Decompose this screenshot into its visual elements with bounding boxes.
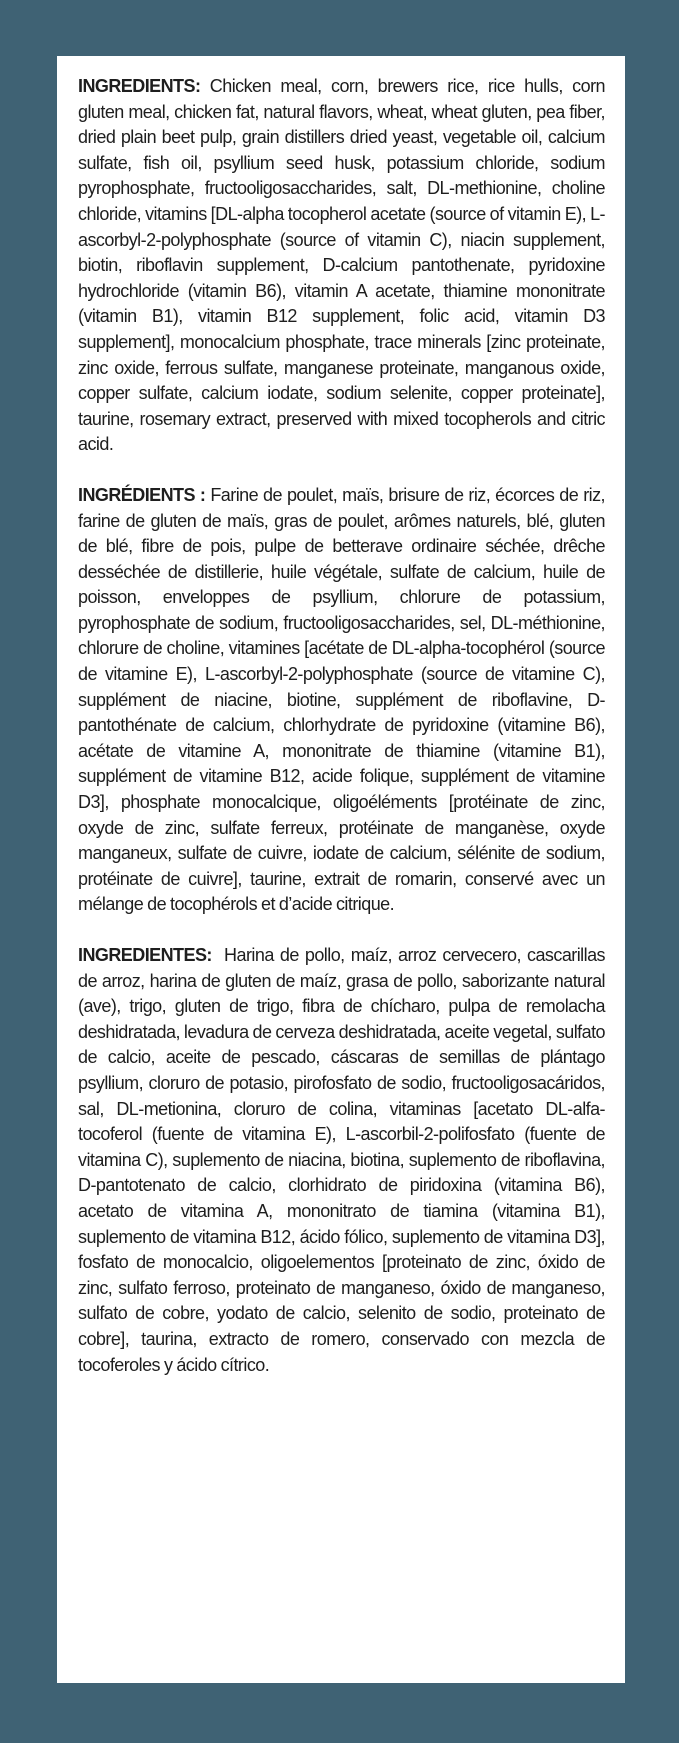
ingredients-french-heading: INGRÉDIENTS : bbox=[78, 484, 206, 505]
ingredients-french-text: Farine de poulet, maïs, brisure de riz, écorces de riz, farine de gluten de maïs, gras de poulet, arômes naturels, blé, gluten de blé, fibre de pois, pulpe de betterave ordinaire séchée, drêche desséchée de distillerie, huile végétale, sulfate de calcium, huile de poisson, enveloppes de psyllium, chlorure de potassium, pyrophosphate de sodium, fructooligosaccharides, sel, DL-méthionine, chlorure de choline, vitamines [acétate de DL-alpha-tocophérol (source de vitamine E), L-ascorbyl-2-polyphosphate (source de vitamine C), supplément de niacine, biotine, supplément de riboflavine, D-pantothénate de calcium, chlorhydrate de pyridoxine (vitamine B6), acétate de vitamine A, mononitrate de thiamine (vitamine B1), supplément de vitamine B12, acide folique, supplément de vitamine D3], phosphate monocalcique, oligoéléments [protéinate de zinc, oxyde de zinc, sulfate ferreux, protéinate de manganèse, oxyde manganeux, sulfate de cuivre, iodate de calcium, sélénite de sodium, protéinate de cuivre], taurine, extrait de romarin, conservé avec un mélange de tocophérols et d’acide citrique. bbox=[78, 484, 605, 915]
ingredients-english-text: Chicken meal, corn, brewers rice, rice hulls, corn gluten meal, chicken fat, natural flavors, wheat, wheat gluten, pea fiber, dried plain beet pulp, grain distillers dried yeast, vegetable oil, calcium sulfate, fish oil, psyllium seed husk, potassium chloride, sodium pyrophosphate, fructooligosaccharides, salt, DL-methionine, choline chloride, vitamins [DL-alpha tocopherol acetate (source of vitamin E), L-ascorbyl-2-polyphosphate (source of vitamin C), niacin supplement, biotin, riboflavin supplement, D-calcium pantothenate, pyridoxine hydrochloride (vitamin B6), vitamin A acetate, thiamine mononitrate (vitamin B1), vitamin B12 supplement, folic acid, vitamin D3 supplement], monocalcium phosphate, trace minerals [zinc proteinate, zinc oxide, ferrous sulfate, manganese proteinate, manganous oxide, copper sulfate, calcium iodate, sodium selenite, copper proteinate], taurine, rosemary extract, preserved with mixed tocopherols and citric acid. bbox=[78, 76, 605, 455]
ingredients-english bbox=[78, 74, 605, 458]
ingredients-spanish bbox=[78, 943, 609, 1378]
ingredients-panel bbox=[57, 56, 625, 1683]
ingredients-spanish-text: Harina de pollo, maíz, arroz cervecero, cascarillas de arroz, harina de gluten de maíz, grasa de pollo, saborizante natural (ave), trigo, gluten de trigo, fibra de chícharo, pulpa de remolacha deshidratada, levadura de cerveza deshidratada, aceite vegetal, sulfato de calcio, aceite de pescado, cáscaras de semillas de plántago psyllium, cloruro de potasio, pirofosfato de sodio, fructooligosacáridos, sal, DL-metionina, cloruro de colina, vitaminas [acetato DL-alfa-tocoferol (fuente de vitamina E), L-ascorbil-2-polifosfato (fuente de vitamina C), suplemento de niacina, biotina, suplemento de riboflavina, D-pantotenato de calcio, clorhidrato de piridoxina (vitamina B6), acetato de vitamina A, mononitrato de tiamina (vitamina B1), suplemento de vitamina B12, ácido fólico, suplemento de vitamina D3], fosfato de monocalcio, oligoelementos [proteinato de zinc, óxido de zinc, sulfato ferroso, proteinato de manganeso, óxido de manganeso, sulfato de cobre, yodato de calcio, selenito de sodio, proteinato de cobre], taurina, extracto de romero, conservado con mezcla de tocoferoles y ácido cítrico. bbox=[78, 945, 609, 1375]
ingredients-french bbox=[78, 483, 605, 918]
ingredients-english-heading: INGREDIENTS: bbox=[78, 76, 201, 96]
ingredients-spanish-heading: INGREDIENTES: bbox=[78, 945, 212, 965]
